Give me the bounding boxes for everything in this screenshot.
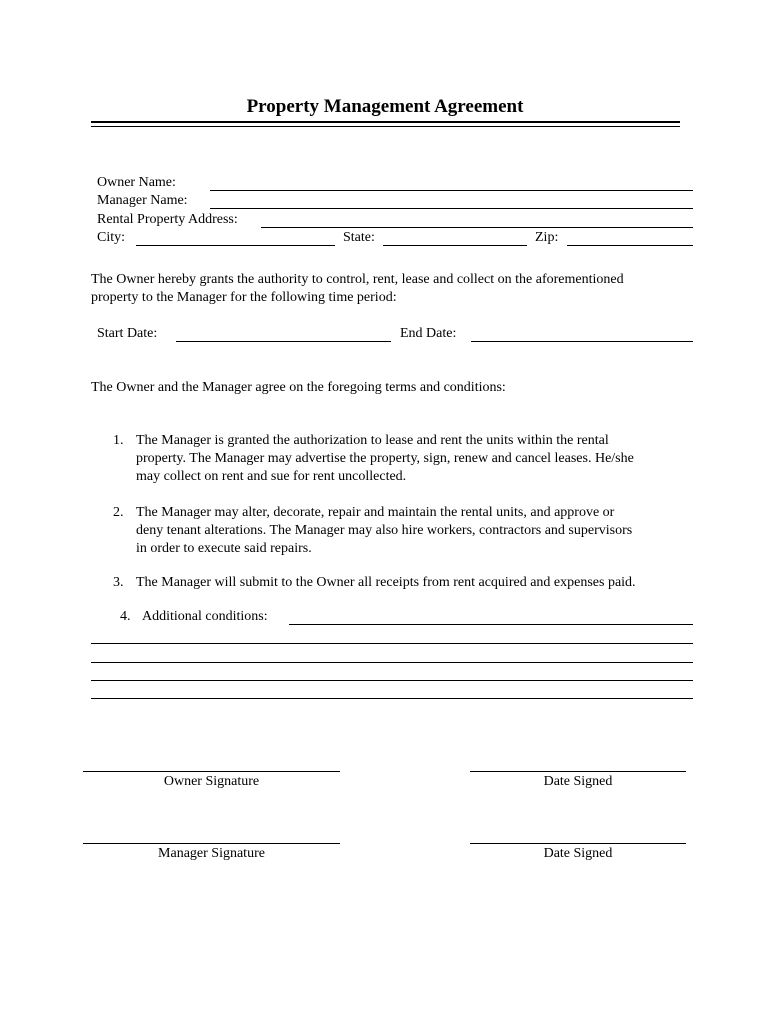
term-1-number: 1. bbox=[113, 433, 124, 448]
additional-conditions-line-2[interactable] bbox=[91, 662, 693, 663]
term-4-number: 4. bbox=[120, 609, 131, 624]
owner-signature-line[interactable] bbox=[83, 771, 340, 772]
city-label: City: bbox=[97, 230, 126, 245]
zip-field[interactable] bbox=[567, 245, 693, 246]
term-2-text bbox=[136, 504, 632, 558]
manager-signature-line[interactable] bbox=[83, 843, 340, 844]
rental-address-label: Rental Property Address: bbox=[97, 212, 238, 227]
start-date-label: Start Date: bbox=[97, 326, 158, 341]
additional-conditions-line-3[interactable] bbox=[91, 680, 693, 681]
term-2-number: 2. bbox=[113, 505, 124, 520]
manager-signature-label: Manager Signature bbox=[158, 846, 265, 861]
owner-name-field[interactable] bbox=[210, 190, 693, 191]
manager-name-label: Manager Name: bbox=[97, 193, 188, 208]
agreement-intro: The Owner and the Manager agree on the foregoing terms and conditions: bbox=[91, 380, 506, 395]
rental-address-field[interactable] bbox=[261, 227, 693, 228]
additional-conditions-line-4[interactable] bbox=[91, 698, 693, 699]
title-rule-thin bbox=[91, 126, 680, 127]
additional-conditions-field[interactable] bbox=[289, 624, 693, 625]
title-rule-thick bbox=[91, 121, 680, 123]
grant-line-2: property to the Manager for the following time period: bbox=[91, 290, 397, 305]
term-4-text bbox=[142, 608, 268, 626]
term-2-line-3: in order to execute said repairs. bbox=[136, 541, 312, 556]
grant-line-1: The Owner hereby grants the authority to control, rent, lease and collect on the aforementioned bbox=[91, 272, 624, 287]
end-date-label: End Date: bbox=[400, 326, 457, 341]
additional-conditions-line-1[interactable] bbox=[91, 643, 693, 644]
term-2-line-2: deny tenant alterations. The Manager may also hire workers, contractors and supervisors bbox=[136, 523, 633, 538]
end-date-field[interactable] bbox=[471, 341, 693, 342]
page-title: Property Management Agreement bbox=[246, 96, 524, 117]
zip-label: Zip: bbox=[535, 230, 559, 245]
manager-date-label: Date Signed bbox=[543, 846, 613, 861]
term-2-line-1: The Manager may alter, decorate, repair and maintain the rental units, and approve or bbox=[136, 505, 615, 520]
state-field[interactable] bbox=[383, 245, 527, 246]
term-3-line-1: The Manager will submit to the Owner all receipts from rent acquired and expenses paid. bbox=[136, 575, 636, 590]
owner-signature-label: Owner Signature bbox=[163, 774, 260, 789]
start-date-field[interactable] bbox=[176, 341, 391, 342]
term-1-text bbox=[136, 432, 634, 486]
owner-date-line[interactable] bbox=[470, 771, 686, 772]
state-label: State: bbox=[343, 230, 375, 245]
owner-date-label: Date Signed bbox=[543, 774, 613, 789]
term-3-number: 3. bbox=[113, 575, 124, 590]
term-1-line-1: The Manager is granted the authorization to lease and rent the units within the rental bbox=[136, 433, 609, 448]
term-1-line-3: may collect on rent and sue for rent uncollected. bbox=[136, 469, 407, 484]
owner-name-label: Owner Name: bbox=[97, 175, 176, 190]
grant-paragraph bbox=[91, 271, 624, 307]
term-1-line-2: property. The Manager may advertise the property, sign, renew and cancel leases. He/she bbox=[136, 451, 634, 466]
term-4-line-1: Additional conditions: bbox=[142, 609, 268, 624]
city-field[interactable] bbox=[136, 245, 335, 246]
term-3-text bbox=[136, 574, 636, 592]
manager-date-line[interactable] bbox=[470, 843, 686, 844]
manager-name-field[interactable] bbox=[210, 208, 693, 209]
